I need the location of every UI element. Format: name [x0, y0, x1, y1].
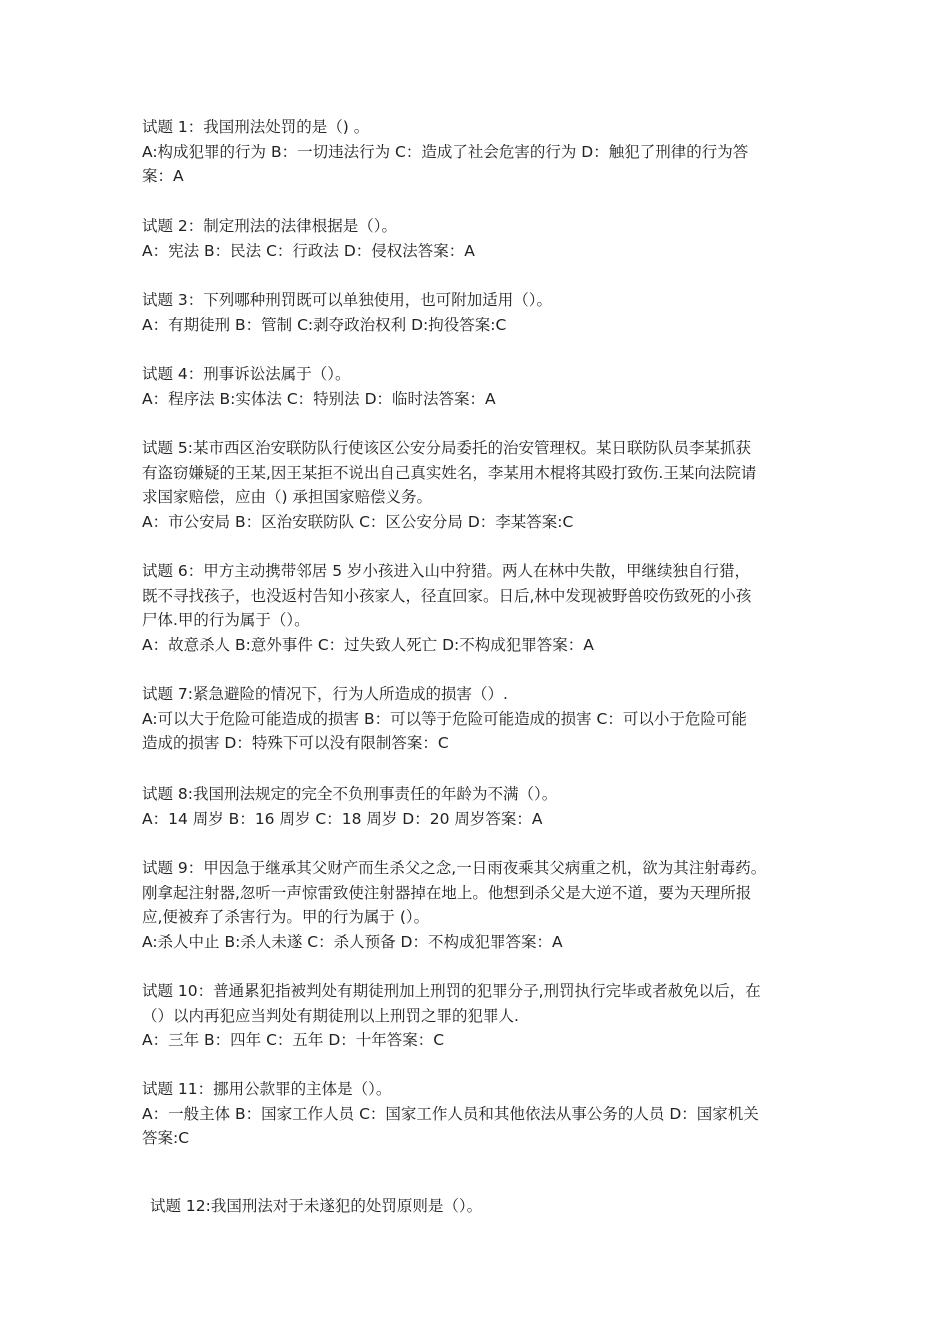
question-9-stem-2: 刚拿起注射器,忽听一声惊雷致使注射器掉在地上。他想到杀父是大逆不道，要为天理所报 [142, 883, 752, 902]
question-10-stem-2: （）以内再犯应当判处有期徒刑以上刑罚之罪的犯罪人. [142, 1006, 519, 1025]
question-1 [142, 115, 822, 189]
question-5-stem-1: 试题 5:某市西区治安联防队行使该区公安分局委托的治安管理权。某日联防队员李某抓获 [142, 439, 752, 457]
question-8-options: A：14 周岁 B：16 周岁 C：18 周岁 D：20 周岁答案：A [142, 809, 543, 828]
question-2-stem: 试题 2：制定刑法的法律根据是（）。 [142, 217, 398, 235]
question-8 [142, 782, 822, 831]
question-6-stem-3: 尸体.甲的行为属于（）。 [142, 611, 310, 629]
question-11-options: A：一般主体 B：国家工作人员 C：国家工作人员和其他依法从事公务的人员 D：国家机关 [142, 1104, 759, 1123]
question-9-options: A:杀人中止 B:杀人未遂 C：杀人预备 D：不构成犯罪答案：A [142, 932, 563, 951]
question-1-options: A:构成犯罪的行为 B：一切违法行为 C：造成了社会危害的行为 D：触犯了刑律的行为答 [142, 142, 749, 161]
question-6-stem-1: 试题 6：甲方主动携带邻居 5 岁小孩进入山中狩猎。两人在林中失散，甲继续独自行猎， [142, 562, 751, 580]
question-3-options: A：有期徒刑 B：管制 C:剥夺政治权利 D:拘役答案:C [142, 315, 507, 334]
question-7 [142, 682, 822, 756]
question-5 [142, 436, 822, 534]
question-5-stem-2: 有盗窃嫌疑的王某,因王某拒不说出自己真实姓名，李某用木棍将其殴打致伤.王某向法院请 [142, 463, 757, 482]
question-9-stem-1: 试题 9：甲因急于继承其父财产而生杀父之念,一日雨夜乘其父病重之机，欲为其注射毒药。 [142, 859, 767, 877]
question-11 [142, 1077, 822, 1151]
question-7-stem: 试题 7:紧急避险的情况下，行为人所造成的损害（）. [142, 685, 508, 703]
question-10-stem-1: 试题 10：普通累犯指被判处有期徒刑加上刑罚的犯罪分子,刑罚执行完毕或者赦免以后，在 [142, 982, 761, 1000]
question-5-options: A：市公安局 B：区治安联防队 C：区公安分局 D：李某答案:C [142, 512, 574, 531]
question-9-stem-3: 应,便被弃了杀害行为。甲的行为属于 (）。 [142, 908, 430, 926]
question-10-options: A：三年 B：四年 C：五年 D：十年答案：C [142, 1031, 445, 1049]
question-2 [142, 214, 822, 263]
question-12-stem: 试题 12:我国刑法对于未遂犯的处罚原则是（）。 [150, 1197, 483, 1215]
question-7-options-2: 造成的损害 D：特殊下可以没有限制答案：C [142, 734, 449, 752]
question-11-answer: 答案:C [142, 1129, 190, 1147]
question-4-stem: 试题 4：刑事诉讼法属于（）。 [142, 365, 351, 383]
question-10 [142, 979, 822, 1053]
question-9 [142, 856, 822, 954]
question-4-options: A：程序法 B:实体法 C：特别法 D：临时法答案：A [142, 389, 496, 408]
question-1-stem: 试题 1：我国刑法处罚的是（) 。 [142, 118, 370, 136]
question-8-stem: 试题 8:我国刑法规定的完全不负刑事责任的年龄为不满（）。 [142, 785, 558, 803]
question-6-stem-2: 既不寻找孩子，也没返村告知小孩家人，径直回家。日后,林中发现被野兽咬伤致死的小孩 [142, 586, 752, 605]
question-3 [142, 288, 822, 337]
question-4 [142, 362, 822, 411]
question-3-stem: 试题 3：下列哪种刑罚既可以单独使用，也可附加适用（）。 [142, 291, 553, 309]
question-5-stem-3: 求国家赔偿，应由（) 承担国家赔偿义务。 [142, 488, 432, 506]
question-2-options: A：宪法 B：民法 C：行政法 D：侵权法答案：A [142, 241, 475, 260]
question-1-answer: 案：A [142, 167, 184, 185]
question-6-options: A：故意杀人 B:意外事件 C：过失致人死亡 D:不构成犯罪答案：A [142, 635, 594, 654]
question-12 [150, 1194, 830, 1219]
question-6 [142, 559, 822, 657]
question-7-options-1: A:可以大于危险可能造成的损害 B：可以等于危险可能造成的损害 C：可以小于危险可能 [142, 709, 747, 728]
question-11-stem: 试题 11：挪用公款罪的主体是（）。 [142, 1080, 392, 1098]
